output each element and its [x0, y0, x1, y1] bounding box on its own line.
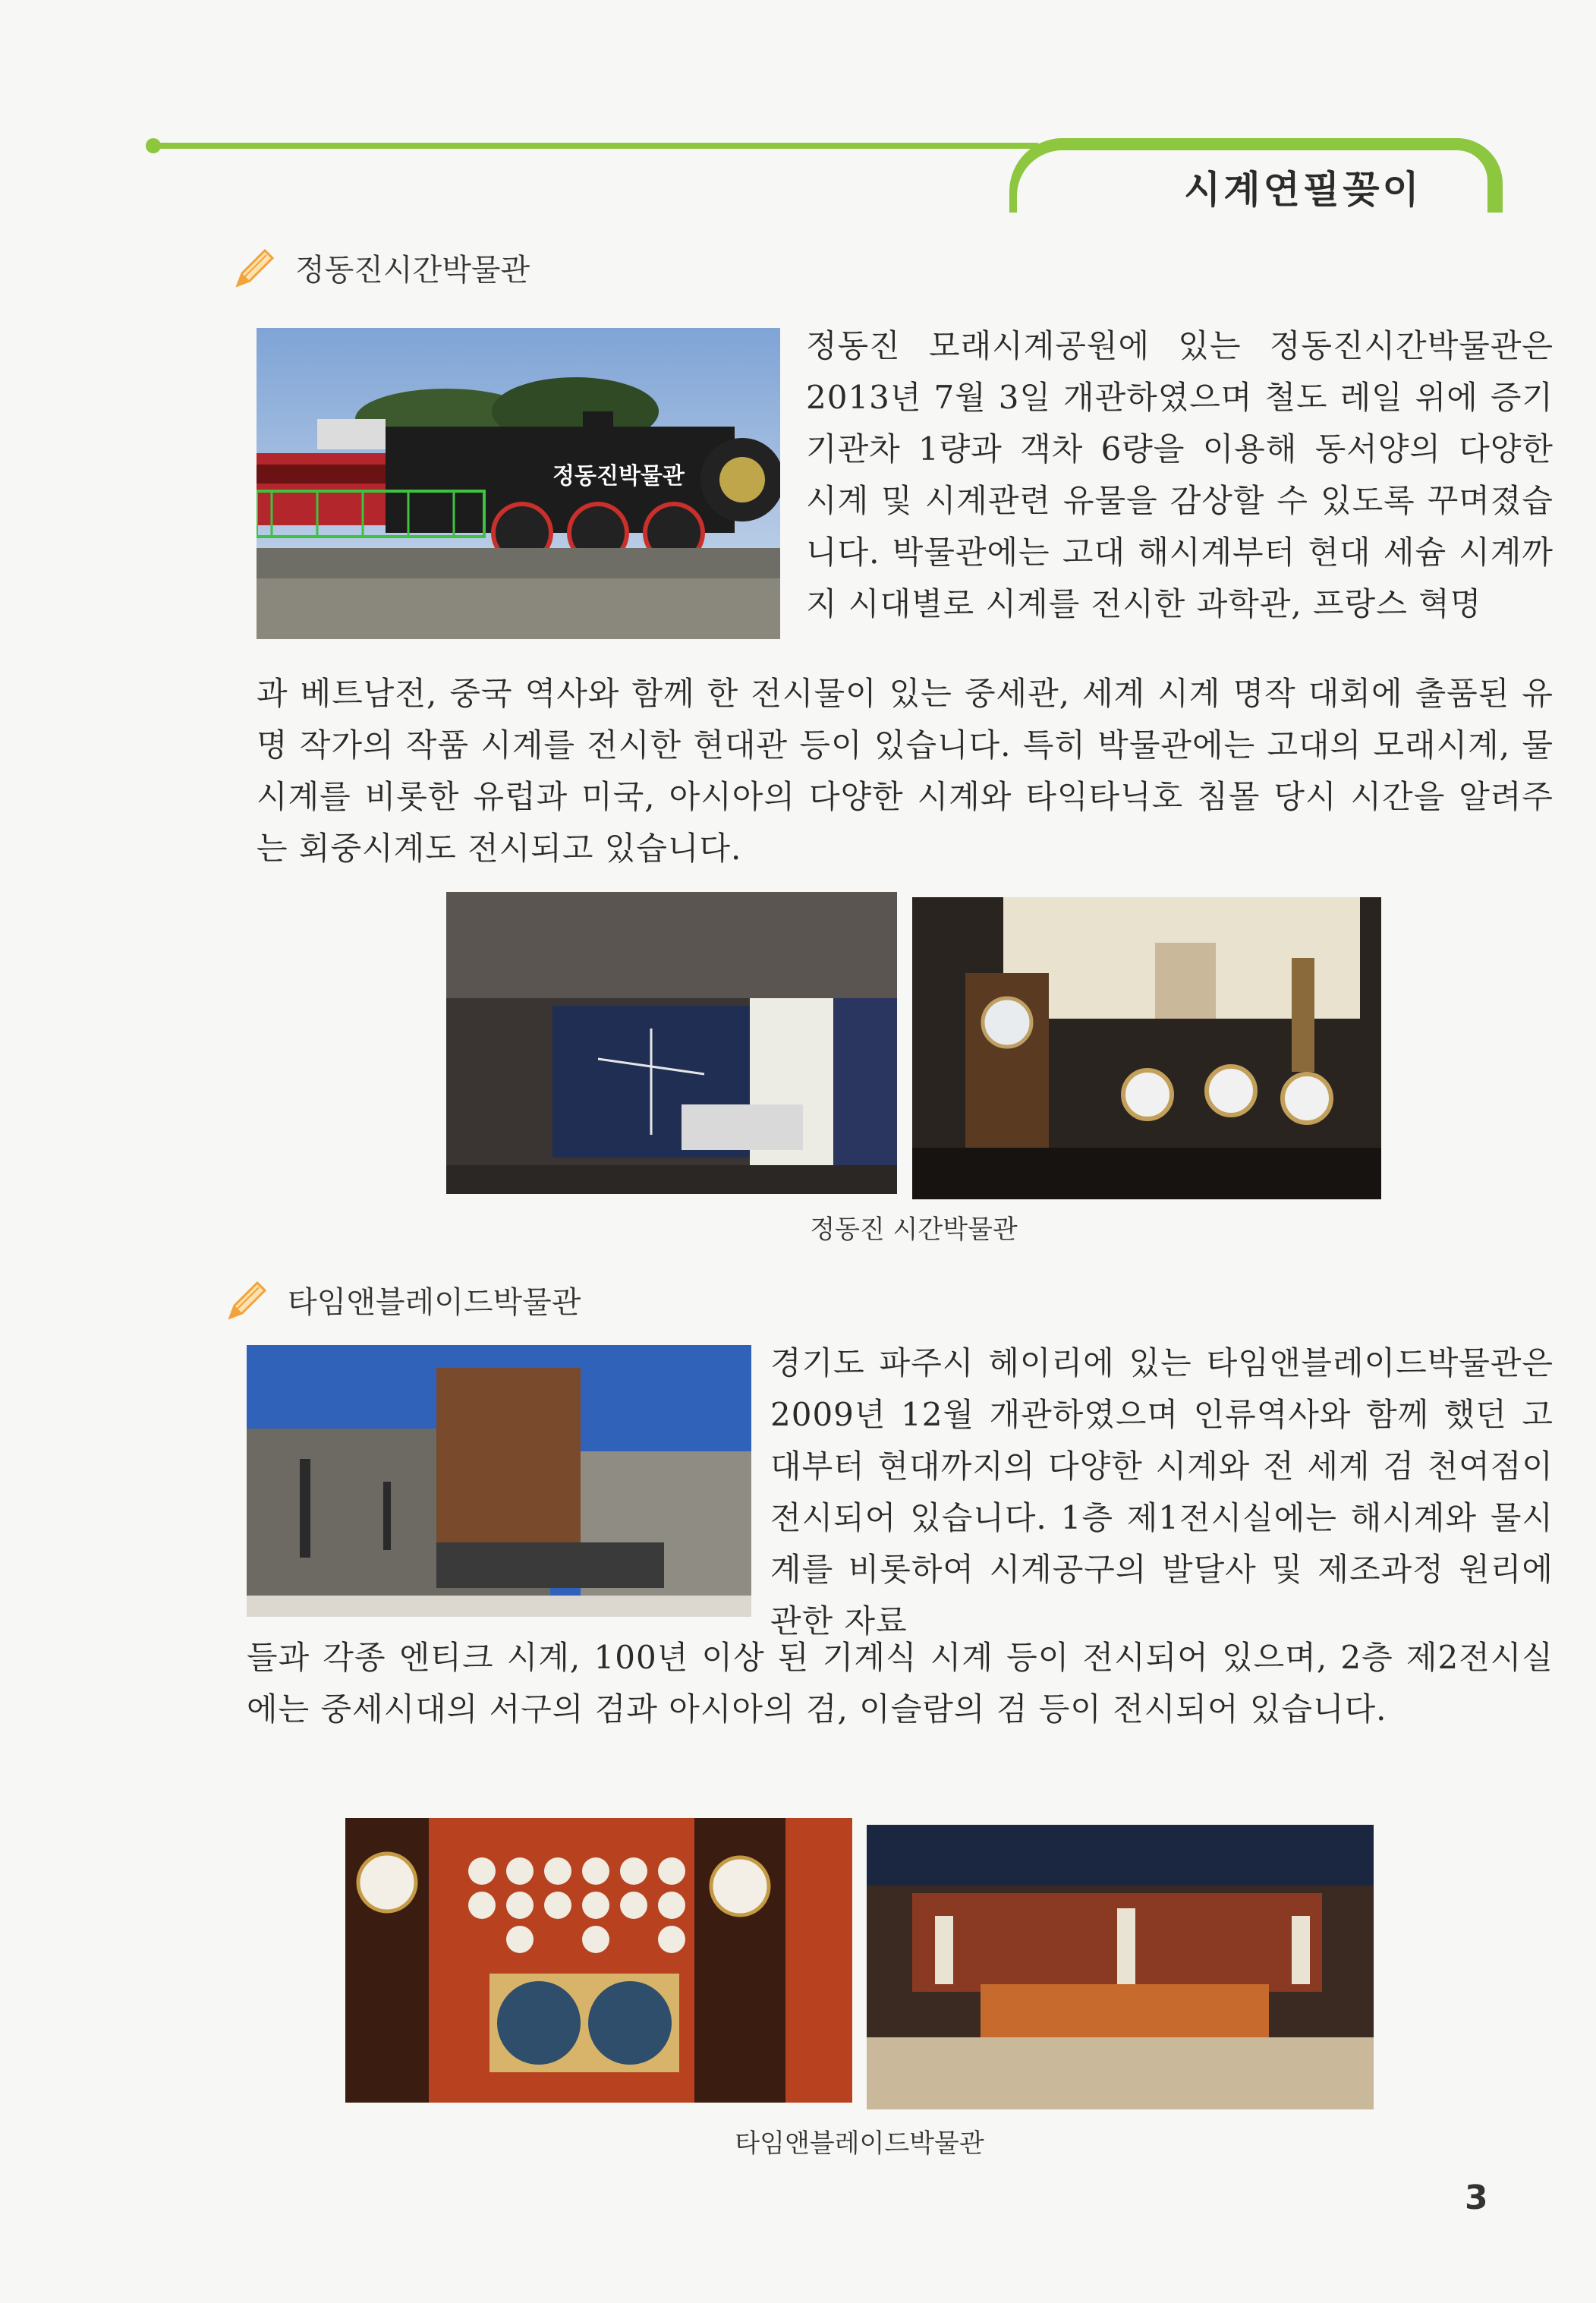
section2-text-full: 들과 각종 엔티크 시계, 100년 이상 된 기계식 시계 등이 전시되어 있으며, 2층 제2전시실에는 중세시대의 서구의 검과 아시아의 검, 이슬람의 검 등이 전시되어 있습니다. — [247, 1639, 1554, 1728]
train-sign: 정동진박물관 — [552, 463, 685, 490]
section2-title: 타임앤블레이드박물관 — [288, 1284, 581, 1320]
section2-caption: 타임앤블레이드박물관 — [735, 2128, 984, 2159]
pencil-icon — [231, 243, 280, 291]
section1-text-full: 과 베트남전, 중국 역사와 함께 한 전시물이 있는 중세관, 세계 시계 명작 대회에 출품된 유명 작가의 작품 시계를 전시한 현대관 등이 있습니다. 특히 박물관에는 고대의 모래시계, 물시계를 비롯한 유럽과 미국, 아시아의 다양한 시계와 타익타닉호 침몰 당시 시간을 알려주는 회중시계도 전시되고 있습니다. — [257, 675, 1554, 867]
section1-text-wrapped: 정동진 모래시계공원에 있는 정동진시간박물관은 2013년 7월 3일 개관하였으며 철도 레일 위에 증기 기관차 1량과 객차 6량을 이용해 동서양의 다양한 시계 및 시계관련 유물을 감상할 수 있도록 꾸며졌습니다. 박물관에는 고대 해시계부터 현대 세슘 시계까지 시대별로 시계를 전시한 과학관, 프랑스 혁명 — [806, 327, 1554, 622]
section1-caption: 정동진 시간박물관 — [810, 1215, 1018, 1245]
header-title: 시계연필꽂이 — [1184, 168, 1422, 212]
clock-wall-photo — [345, 1818, 852, 2103]
exhibit-hall-photo — [446, 892, 897, 1194]
section1-heading — [231, 243, 530, 291]
header-rule — [152, 143, 1040, 149]
section1-title: 정동진시간박물관 — [295, 252, 530, 288]
exhibition-interior-photo — [867, 1825, 1374, 2109]
pencil-icon — [224, 1275, 272, 1324]
page-number: 3 — [1465, 2179, 1488, 2217]
section2-heading — [224, 1275, 581, 1324]
museum-building-photo — [247, 1345, 751, 1617]
antique-clocks-photo — [912, 897, 1381, 1199]
locomotive-photo — [257, 328, 780, 639]
section2-text-wrapped: 경기도 파주시 헤이리에 있는 타임앤블레이드박물관은 2009년 12월 개관하였으며 인류역사와 함께 했던 고대부터 현대까지의 다양한 시계와 전 세계 검 천여점이 전시되어 있습니다. 1층 제1전시실에는 해시계와 물시계를 비롯하여 시계공구의 발달사 및 제조과정 원리에 관한 자료 — [770, 1344, 1554, 1640]
